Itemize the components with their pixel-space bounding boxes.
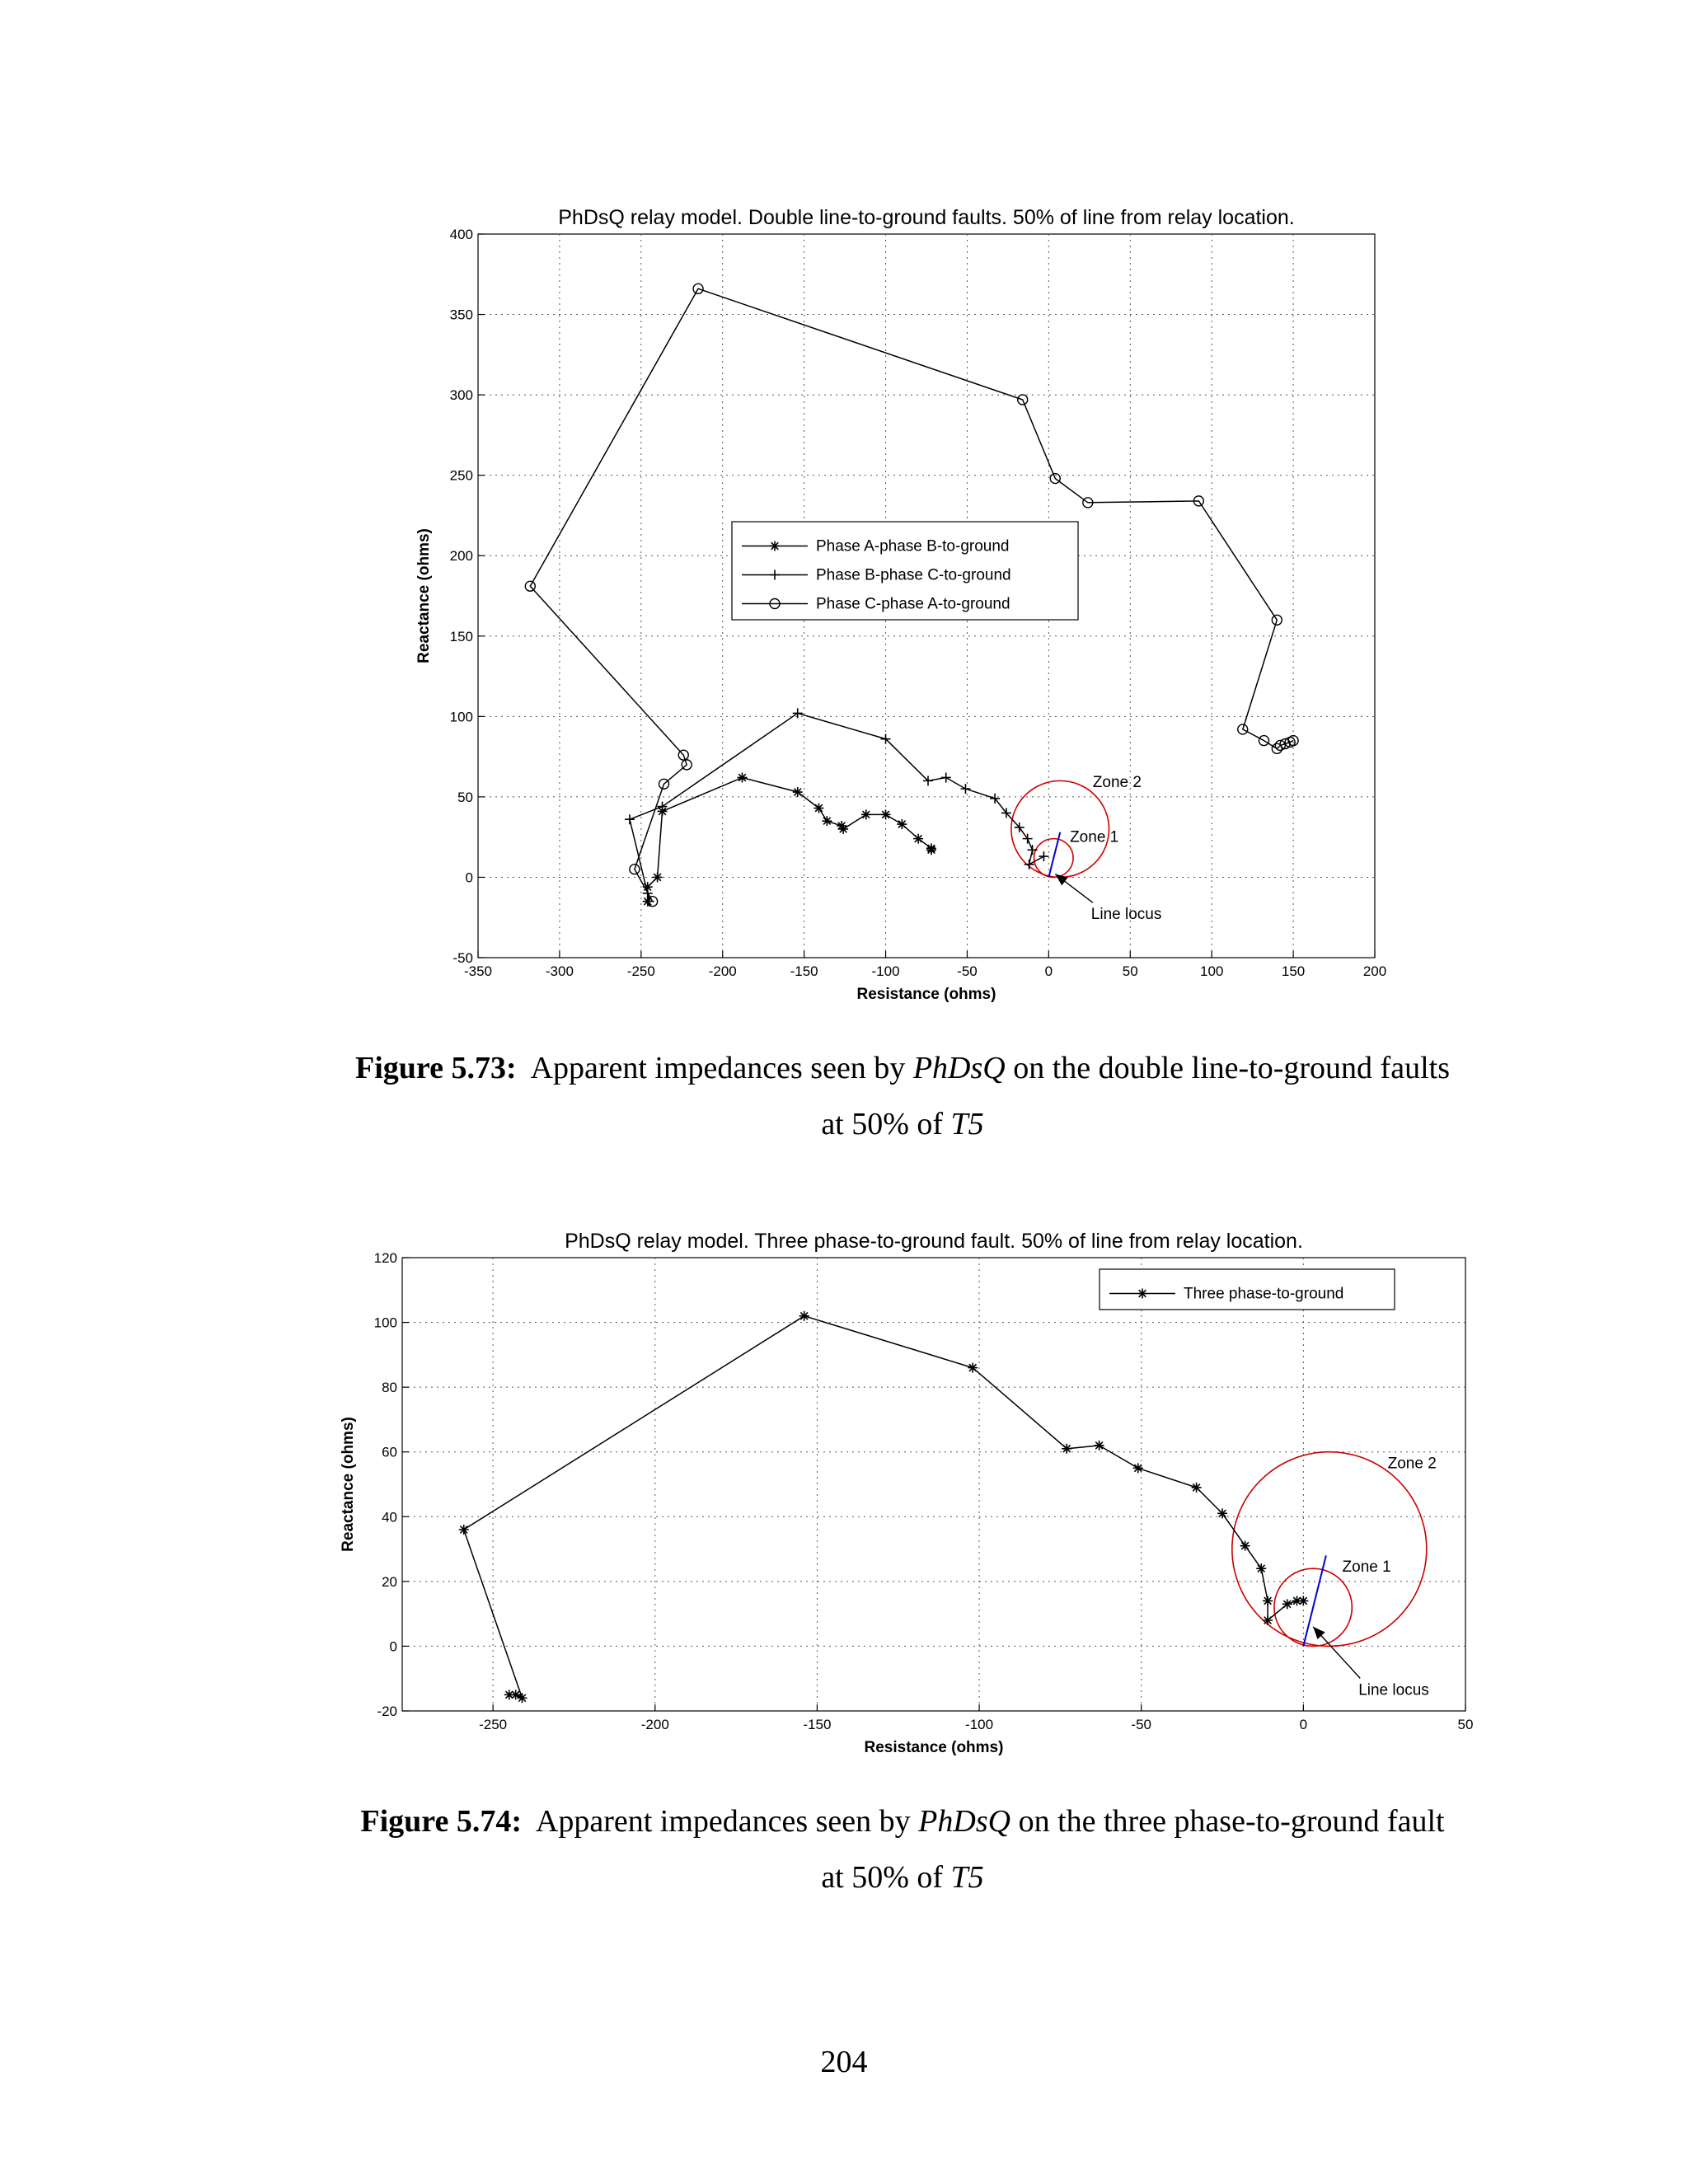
page-number: 204	[820, 2045, 868, 2079]
x-axis-label: Resistance (ohms)	[864, 1739, 1004, 1756]
caption-text: on the three phase-to-ground fault	[1010, 1804, 1445, 1839]
caption-label: Figure 5.74:	[360, 1804, 522, 1839]
caption-text: Apparent impedances seen by	[535, 1804, 919, 1839]
x-tick-label: -300	[545, 963, 574, 979]
data-point-star	[913, 834, 923, 844]
data-point-star	[1263, 1615, 1273, 1625]
data-point-star	[1282, 1599, 1292, 1609]
caption-italic: T5	[950, 1860, 984, 1895]
y-tick-label: 150	[449, 628, 473, 644]
x-tick-label: 100	[1199, 963, 1224, 979]
annotation: Zone 1	[1070, 828, 1119, 846]
y-tick-label: 40	[382, 1509, 397, 1526]
data-point-star	[1256, 1563, 1266, 1573]
y-tick-label: 250	[449, 467, 473, 484]
legend-label: Phase B-phase C-to-ground	[816, 566, 1011, 584]
data-point-star	[822, 816, 832, 826]
legend	[732, 522, 1078, 620]
x-tick-label: -200	[708, 963, 737, 979]
y-tick-label: 60	[382, 1444, 397, 1460]
figure-caption-5-74	[247, 1793, 1558, 1905]
chart-title: PhDsQ relay model. Three phase-to-ground fault. 50% of line from relay location.	[565, 1230, 1303, 1253]
caption-text: at 50% of	[821, 1860, 951, 1895]
x-tick-label: 50	[1457, 1717, 1474, 1732]
x-tick-label: -50	[1131, 1717, 1151, 1732]
y-tick-label: 350	[449, 307, 473, 323]
y-tick-label: -20	[377, 1704, 397, 1719]
x-tick-label: -150	[803, 1717, 832, 1732]
data-point-star	[1062, 1444, 1071, 1454]
data-point-star	[1263, 1596, 1273, 1605]
caption-italic: PhDsQ	[918, 1804, 1011, 1839]
x-tick-label: 150	[1281, 963, 1306, 979]
data-point-star	[861, 809, 871, 819]
y-tick-label: 50	[457, 789, 473, 805]
data-point-star	[793, 787, 803, 797]
caption-text: on the double line-to-ground faults	[1005, 1051, 1450, 1085]
caption-text: Apparent impedances seen by	[530, 1051, 913, 1085]
x-tick-label: -200	[640, 1717, 669, 1732]
x-tick-label: -250	[626, 963, 655, 979]
figure-caption-5-73	[247, 1040, 1558, 1152]
data-point-star	[1133, 1463, 1143, 1473]
y-tick-label: 200	[449, 548, 473, 565]
chart-double-line-to-ground	[404, 181, 1426, 1022]
data-point-star	[1137, 1289, 1147, 1299]
y-axis-label: Reactance (ohms)	[415, 528, 433, 663]
data-point-star	[459, 1525, 469, 1535]
chart-title: PhDsQ relay model. Double line-to-ground faults. 50% of line from relay location.	[558, 206, 1295, 229]
data-point-star	[1240, 1541, 1250, 1551]
data-point-star	[653, 872, 663, 882]
y-tick-label: 400	[449, 227, 473, 242]
data-point-star	[968, 1363, 978, 1373]
data-point-star	[518, 1693, 528, 1703]
caption-label: Figure 5.73:	[355, 1051, 517, 1085]
annotation: Zone 2	[1387, 1455, 1437, 1473]
data-point-star	[838, 824, 848, 834]
x-tick-label: -50	[957, 963, 978, 979]
y-tick-label: -50	[452, 950, 473, 966]
y-tick-label: 300	[449, 387, 473, 404]
legend-label: Phase C-phase A-to-ground	[816, 595, 1010, 613]
caption-text: at 50% of	[821, 1107, 951, 1141]
x-tick-label: 0	[1299, 1717, 1308, 1732]
x-tick-label: -100	[871, 963, 900, 979]
data-point-star	[1217, 1508, 1227, 1518]
data-point-star	[897, 819, 907, 829]
data-point-star	[926, 845, 936, 855]
y-tick-label: 0	[389, 1638, 397, 1655]
y-tick-label: 0	[465, 869, 473, 886]
data-point-star	[770, 541, 780, 551]
annotation: Zone 2	[1092, 774, 1142, 792]
x-tick-label: -350	[463, 963, 493, 979]
chart-three-phase-to-ground	[330, 1203, 1484, 1797]
caption-italic: T5	[950, 1107, 984, 1141]
x-tick-label: -150	[790, 963, 818, 979]
y-tick-label: 120	[373, 1250, 397, 1266]
legend-label: Three phase-to-ground	[1184, 1285, 1344, 1303]
data-point-star	[881, 809, 891, 819]
data-point-star	[1298, 1596, 1308, 1605]
data-point-star	[1192, 1483, 1202, 1493]
data-point-star	[1095, 1441, 1104, 1451]
data-point-star	[799, 1311, 809, 1321]
x-tick-label: 200	[1362, 963, 1387, 979]
y-tick-label: 20	[382, 1573, 397, 1590]
data-point-star	[737, 772, 747, 782]
x-tick-label: -250	[479, 1717, 508, 1732]
caption-italic: PhDsQ	[912, 1051, 1006, 1085]
annotation: Line locus	[1358, 1681, 1429, 1699]
y-tick-label: 80	[382, 1380, 397, 1396]
x-tick-label: 0	[1044, 963, 1053, 979]
legend-label: Phase A-phase B-to-ground	[816, 537, 1010, 555]
annotation: Line locus	[1090, 906, 1162, 924]
legend	[1100, 1269, 1395, 1310]
x-tick-label: -100	[965, 1717, 994, 1732]
data-point-star	[814, 804, 823, 813]
x-axis-label: Resistance (ohms)	[856, 986, 996, 1003]
y-axis-label: Reactance (ohms)	[340, 1417, 357, 1552]
annotation: Zone 1	[1342, 1558, 1391, 1577]
x-tick-label: 50	[1122, 963, 1138, 979]
y-tick-label: 100	[373, 1315, 397, 1331]
y-tick-label: 100	[449, 709, 473, 725]
